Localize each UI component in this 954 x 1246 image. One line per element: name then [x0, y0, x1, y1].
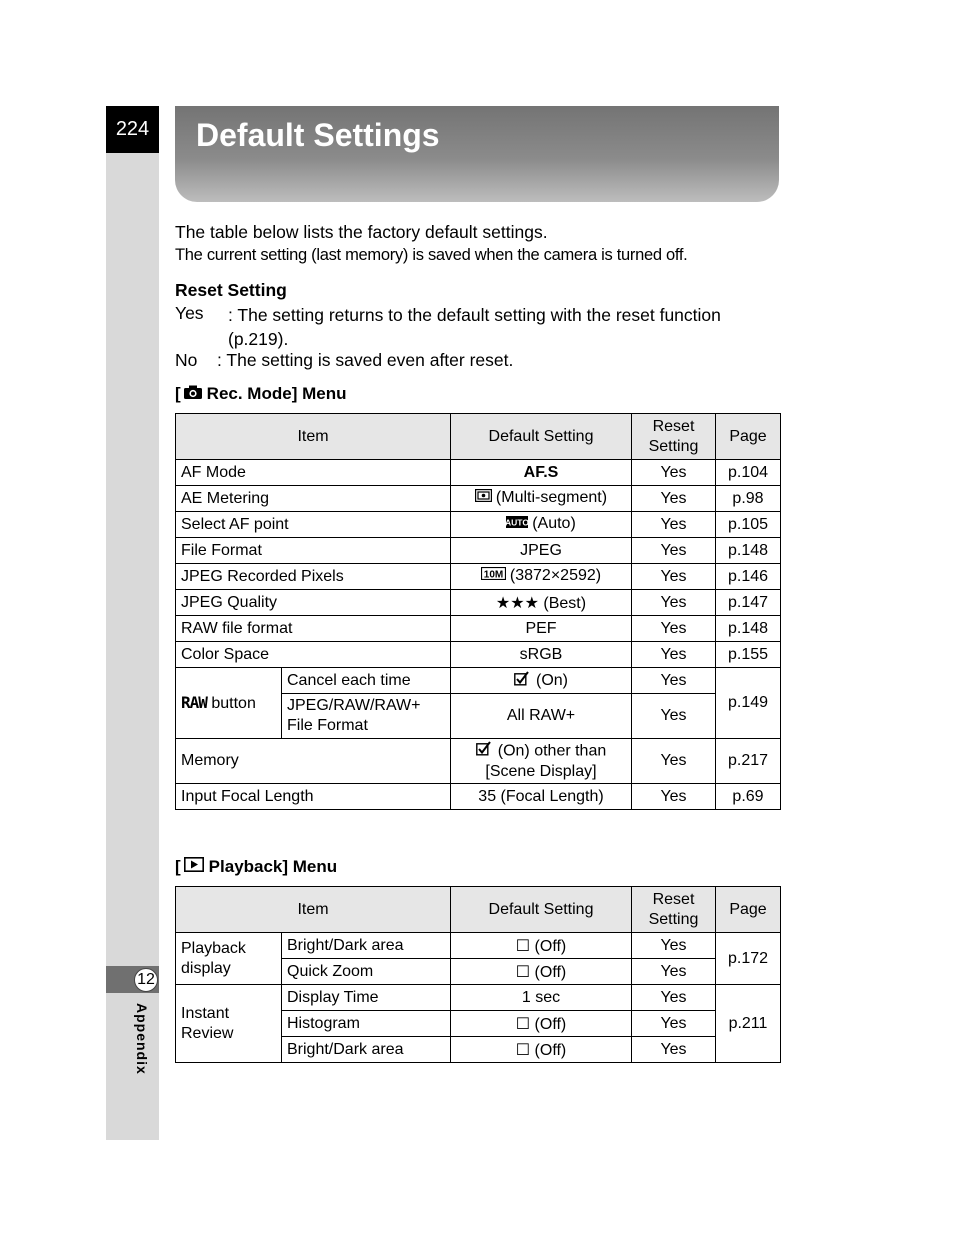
row-default-line2: [Scene Display] — [485, 762, 597, 780]
row-page: p.105 — [716, 512, 781, 538]
row-reset: Yes — [632, 642, 716, 668]
camera-icon — [184, 384, 202, 404]
row-default: sRGB — [451, 642, 632, 668]
playback-heading-open: [ — [175, 857, 181, 876]
row-page: p.147 — [716, 590, 781, 616]
row-page: p.211 — [716, 985, 781, 1063]
table-header-row — [176, 414, 781, 460]
row-reset: Yes — [632, 1011, 716, 1037]
row-item: Memory — [176, 739, 451, 784]
row-page: p.155 — [716, 642, 781, 668]
raw-label-prefix: RAW — [181, 693, 207, 712]
header-reset-text: Reset Setting — [648, 890, 699, 928]
page-title: Default Settings — [196, 117, 440, 153]
row-item: JPEG Quality — [176, 590, 451, 616]
group-label — [176, 985, 282, 1063]
table-row — [176, 933, 781, 959]
multi-segment-metering-icon — [475, 489, 492, 507]
row-default: All RAW+ — [451, 694, 632, 739]
quality-stars-icon: ★★★ — [495, 594, 539, 612]
row-default: ☐ (Off) — [451, 1011, 632, 1037]
row-default: ☐ (Off) — [451, 933, 632, 959]
row-default-line1: (On) other than — [497, 742, 607, 760]
row-default: AF.S — [451, 460, 632, 486]
row-default-cell — [451, 739, 632, 784]
row-default-cell — [451, 668, 632, 694]
intro-line-1: The table below lists the factory default settings. — [175, 222, 548, 242]
reset-setting-heading: Reset Setting — [175, 280, 287, 300]
group-label-text: Playback display — [181, 939, 246, 977]
table-row — [176, 739, 781, 784]
row-reset: Yes — [632, 694, 716, 739]
checkbox-checked-icon — [514, 671, 530, 691]
row-page: p.146 — [716, 564, 781, 590]
row-page: p.149 — [716, 668, 781, 739]
header-reset-text: Reset Setting — [648, 417, 699, 455]
no-label: No — [175, 350, 198, 370]
header-default: Default Setting — [451, 887, 632, 933]
header-reset — [632, 887, 716, 933]
row-reset: Yes — [632, 590, 716, 616]
playback-icon — [184, 857, 204, 877]
row-item: JPEG Recorded Pixels — [176, 564, 451, 590]
row-page: p.104 — [716, 460, 781, 486]
table-row — [176, 668, 781, 694]
raw-button-label — [176, 668, 282, 739]
row-default: (Best) — [543, 594, 587, 612]
row-default-cell — [451, 486, 632, 512]
table-row — [176, 538, 781, 564]
rec-heading-open: [ — [175, 384, 181, 403]
row-reset: Yes — [632, 933, 716, 959]
row-default: 1 sec — [451, 985, 632, 1011]
yes-label: Yes — [175, 303, 204, 323]
row-item — [282, 694, 451, 739]
checkbox-checked-icon — [476, 741, 492, 762]
row-reset: Yes — [632, 985, 716, 1011]
rec-heading-close: Rec. Mode] Menu — [206, 384, 347, 403]
svg-text:AUTO: AUTO — [506, 517, 529, 528]
row-default-cell — [451, 564, 632, 590]
row-reset: Yes — [632, 959, 716, 985]
table-row — [176, 642, 781, 668]
chapter-label: Appendix — [134, 1003, 150, 1075]
table-row — [176, 616, 781, 642]
playback-table — [175, 886, 781, 1063]
row-reset: Yes — [632, 564, 716, 590]
row-item: AE Metering — [176, 486, 451, 512]
row-default: (Multi-segment) — [495, 489, 608, 507]
playback-heading-close: Playback] Menu — [208, 857, 338, 876]
no-description: : The setting is saved even after reset. — [217, 350, 514, 370]
group-label — [176, 933, 282, 985]
row-reset: Yes — [632, 739, 716, 784]
header-default: Default Setting — [451, 414, 632, 460]
row-item: Select AF point — [176, 512, 451, 538]
row-item: AF Mode — [176, 460, 451, 486]
yes-text: : The setting returns to the default setting with the reset function (p.219). — [228, 305, 721, 349]
row-default: JPEG — [451, 538, 632, 564]
row-default: (Auto) — [532, 515, 576, 533]
row-default: PEF — [451, 616, 632, 642]
row-default: ☐ (Off) — [451, 959, 632, 985]
svg-text:10M: 10M — [483, 569, 504, 581]
table-row — [176, 985, 781, 1011]
row-default: (3872×2592) — [509, 567, 602, 585]
table-row — [176, 486, 781, 512]
row-reset: Yes — [632, 538, 716, 564]
table-row — [176, 512, 781, 538]
page-number: 224 — [106, 106, 159, 153]
row-item: Input Focal Length — [176, 784, 451, 810]
row-page: p.148 — [716, 616, 781, 642]
row-default: 35 (Focal Length) — [451, 784, 632, 810]
row-reset: Yes — [632, 460, 716, 486]
row-item: Color Space — [176, 642, 451, 668]
table-row — [176, 590, 781, 616]
row-page: p.148 — [716, 538, 781, 564]
row-item: Quick Zoom — [282, 959, 451, 985]
row-reset: Yes — [632, 512, 716, 538]
header-page: Page — [716, 414, 781, 460]
row-default-cell — [451, 512, 632, 538]
row-reset: Yes — [632, 1037, 716, 1063]
header-page: Page — [716, 887, 781, 933]
row-page: p.98 — [716, 486, 781, 512]
row-item: RAW file format — [176, 616, 451, 642]
row-default: ☐ (Off) — [451, 1037, 632, 1063]
raw-label-suffix: button — [211, 695, 256, 712]
chapter-number: 12 — [134, 968, 158, 992]
row-item-text: JPEG/RAW/RAW+ File Format — [287, 697, 421, 734]
row-item: Bright/Dark area — [282, 1037, 451, 1063]
header-item: Item — [176, 414, 451, 460]
row-item: Histogram — [282, 1011, 451, 1037]
row-page: p.172 — [716, 933, 781, 985]
group-label-text: Instant Review — [181, 1004, 234, 1042]
intro-line-2: The current setting (last memory) is saved when the camera is turned off. — [175, 246, 688, 264]
table-row — [176, 564, 781, 590]
row-item: Cancel each time — [282, 668, 451, 694]
rec-menu-heading — [175, 384, 346, 404]
row-default-cell — [451, 590, 632, 616]
row-reset: Yes — [632, 616, 716, 642]
row-default: (On) — [536, 671, 568, 689]
row-page: p.217 — [716, 739, 781, 784]
auto-af-point-icon — [506, 515, 528, 533]
row-item: File Format — [176, 538, 451, 564]
row-reset: Yes — [632, 486, 716, 512]
row-reset: Yes — [632, 668, 716, 694]
table-row — [176, 460, 781, 486]
row-item: Bright/Dark area — [282, 933, 451, 959]
row-item: Display Time — [282, 985, 451, 1011]
header-item: Item — [176, 887, 451, 933]
row-page: p.69 — [716, 784, 781, 810]
table-row — [176, 784, 781, 810]
yes-description — [228, 303, 768, 351]
header-reset — [632, 414, 716, 460]
playback-menu-heading — [175, 857, 337, 877]
table-header-row — [176, 887, 781, 933]
10m-pixels-icon — [481, 567, 506, 585]
row-reset: Yes — [632, 784, 716, 810]
rec-mode-table — [175, 413, 781, 810]
